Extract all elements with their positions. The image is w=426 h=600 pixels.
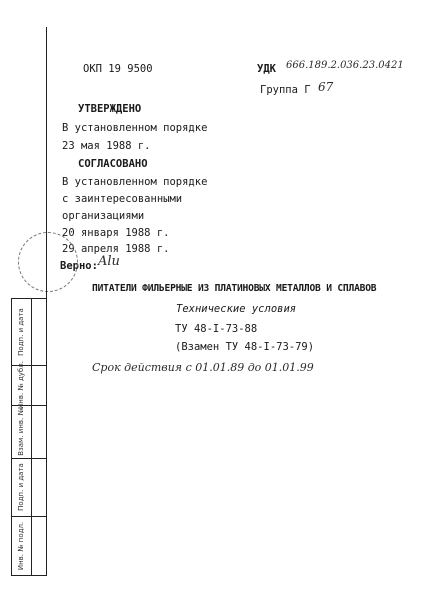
approved-order: В установленном порядке [62,122,208,134]
page-frame-left [46,27,47,575]
agreed-order: В установленном порядке [62,176,208,188]
margin-line-inner [31,298,32,575]
document-code: ТУ 48-I-73-88 [175,323,258,335]
verified-label: Верно: [60,260,98,272]
agreed-with: с заинтересованными [62,193,183,205]
margin-divider [11,575,47,576]
verified-signature: Alu [98,254,120,269]
agreed-heading: СОГЛАСОВАНО [78,158,148,170]
document-subtitle: Технические условия [176,303,297,315]
agreed-orgs: организациями [62,210,145,222]
okp-code: ОКП 19 9500 [83,63,153,75]
document-title: ПИТАТЕЛИ ФИЛЬЕРНЫЕ ИЗ ПЛАТИНОВЫХ МЕТАЛЛОВ И СПЛАВОВ [92,283,377,294]
approved-date: 23 мая 1988 г. [62,140,151,152]
margin-label: Подп. и дата [17,463,25,511]
udk-value: 666.189.2.036.23.0421 [286,60,404,71]
agreed-date-1: 20 января 1988 г. [62,227,170,239]
validity-note: Срок действия с 01.01.89 до 01.01.99 [92,361,314,374]
margin-label: Взам. инв. № [17,407,25,456]
approved-heading: УТВЕРЖДЕНО [78,103,142,115]
group-label: Группа Г [260,84,311,96]
margin-label: Инв. № подл. [17,521,26,570]
margin-label: Инв. № дубл. [17,361,25,409]
document-replaces: (Взамен ТУ 48-I-73-79) [175,341,315,353]
stamp-seal [18,232,78,292]
udk-label: УДК [257,63,276,75]
group-value: 67 [318,80,334,94]
margin-label: Подп. и дата [17,307,25,356]
agreed-date-2: 29 апреля 1988 г. [62,243,170,255]
